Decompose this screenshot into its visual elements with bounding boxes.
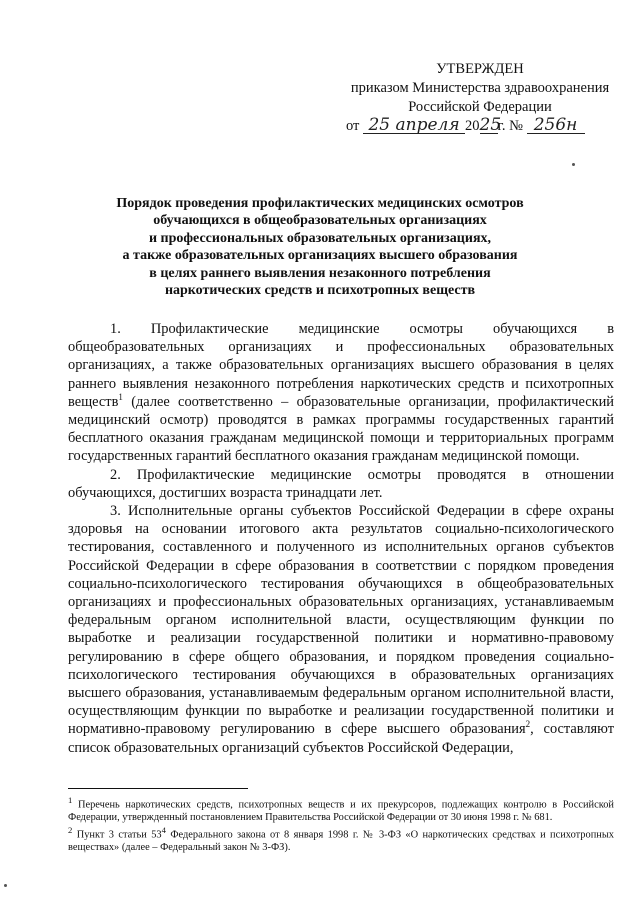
year-suffix: г. № xyxy=(497,118,523,134)
footnote-1 xyxy=(68,794,614,824)
handwritten-date: 25 апреля xyxy=(363,117,465,134)
paragraph-1 xyxy=(68,320,614,466)
approval-block xyxy=(340,60,620,136)
footnote-1-text: Перечень наркотических средств, психотропных веществ и их прекурсоров, подлежащих контролю в Российской Федерации, утвержденный постановлением Правительства Российской Федерации от 30 июня 1998 г. № 681. xyxy=(68,799,614,823)
approval-line-2: Российской Федерации xyxy=(408,99,552,115)
handwritten-number: 256н xyxy=(527,117,585,134)
title-line: наркотических средств и психотропных веществ xyxy=(164,283,476,299)
footnotes xyxy=(68,794,614,855)
paragraph-3 xyxy=(68,502,614,757)
footnote-2-text-cont: Федерального закона от 8 января 1998 г. № 3-ФЗ «О наркотических средствах и психотропных веществах» (далее – Федеральный закон № 3-ФЗ). xyxy=(68,829,614,854)
footnote-ref-1: 1 xyxy=(118,392,123,403)
approval-date-line xyxy=(340,117,620,136)
document-body xyxy=(68,320,614,757)
scan-speck xyxy=(4,884,7,887)
title-line: Порядок проведения профилактических медицинских осмотров xyxy=(116,196,524,211)
paragraph-1-text-cont: (далее соответственно – образовательные организации, профилактический медицинский осмотр) проводятся в рамках программы государственных гарантий бесплатного оказания гражданам медицинской помощи и территориальных программ государственных гарантий бесплатного оказания гражданам медицинской помощи. xyxy=(68,393,614,465)
paragraph-3-text-cont: , составляют список образовательных организаций субъектов Российской Федерации, xyxy=(68,721,614,756)
title-line: обучающихся в общеобразовательных организациях xyxy=(153,213,487,229)
paragraph-3-text: 3. Исполнительные органы субъектов Российской Федерации в сфере охраны здоровья на основании итогового акта результатов социально-психологического тестирования, составленного и полученного из исполнительных органов субъектов Российской Федерации в сфере образования в соответствии с порядком проведения социально-психологического тестирования обучающихся в общеобразовательных организациях и профессиональных образовательных организациях, устанавливаемым федеральным органом исполнительной власти, осуществляющим функции по выработке и реализации государственной политики и нормативно-правовому регулированию в сфере общего образования, и порядком проведения социально-психологического тестирования обучающихся в образовательных организациях высшего образования, устанавливаемым федеральным органом исполнительной власти, осуществляющим функции по выработке и реализации государственной политики и нормативно-правовому регулированию в сфере высшего образования xyxy=(68,503,614,738)
approval-heading: УТВЕРЖДЕН xyxy=(436,61,524,77)
footnote-ref-2: 2 xyxy=(525,719,531,730)
footnote-1-mark: 1 xyxy=(68,795,73,805)
title-line: в целях раннего выявления незаконного потребления xyxy=(149,265,491,281)
year-prefix: 20 xyxy=(465,118,480,134)
scan-speck xyxy=(572,163,575,166)
footnote-separator xyxy=(68,788,248,789)
footnote-2 xyxy=(68,824,614,854)
from-label: от xyxy=(346,118,360,134)
handwritten-year: 25 xyxy=(479,115,502,135)
paragraph-2: 2. Профилактические медицинские осмотры проводятся в отношении обучающихся, достигших возраста тринадцати лет. xyxy=(68,466,614,501)
title-line: а также образовательных организациях высшего образования xyxy=(122,248,518,264)
paragraph-1-text: 1. Профилактические медицинские осмотры обучающихся в общеобразовательных организациях и профессиональных образовательных организациях, а также образовательных организациях высшего образования в целях раннего выявления незаконного потребления наркотических средств и психотропных веществ xyxy=(68,321,614,410)
approval-line-1: приказом Министерства здравоохранения xyxy=(350,80,610,96)
document-title xyxy=(70,195,570,299)
footnote-2-text: Пункт 3 статьи 53 xyxy=(72,829,162,841)
title-line: и профессиональных образовательных организациях, xyxy=(148,230,492,246)
footnote-2-mark: 2 xyxy=(68,825,73,836)
footnote-2-sup: 4 xyxy=(161,825,166,836)
